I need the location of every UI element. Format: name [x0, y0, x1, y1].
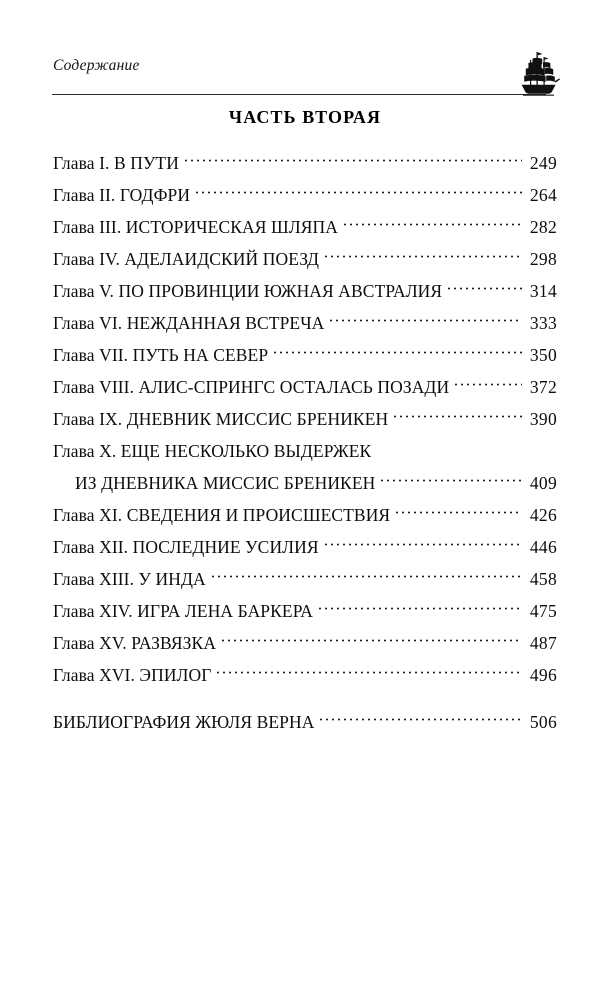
toc-entry-page: 264 — [529, 185, 557, 205]
page-header — [0, 0, 610, 100]
toc-entry-title: Глава VI. НЕЖДАННАЯ ВСТРЕЧА — [53, 313, 325, 333]
toc-entry[interactable] — [53, 627, 557, 659]
toc-dot-leader — [392, 408, 522, 426]
toc-entry[interactable] — [53, 243, 557, 275]
toc-entry[interactable] — [53, 531, 557, 563]
toc-entry[interactable] — [53, 499, 557, 531]
toc-dot-leader — [394, 504, 522, 522]
toc-dot-leader — [210, 568, 522, 586]
header-rule — [52, 94, 546, 95]
toc-entry-title: Глава III. ИСТОРИЧЕСКАЯ ШЛЯПА — [53, 217, 338, 237]
toc-dot-leader — [328, 312, 522, 330]
toc-dot-leader — [183, 152, 522, 170]
toc-entry[interactable] — [53, 275, 557, 307]
toc-entry-title: Глава XIII. У ИНДА — [53, 569, 206, 589]
toc-entry-title: Глава XIV. ИГРА ЛЕНА БАРКЕРА — [53, 601, 314, 621]
toc-entry-title: Глава I. В ПУТИ — [53, 153, 179, 173]
toc-entry[interactable] — [53, 467, 557, 499]
toc-dot-leader — [323, 248, 522, 266]
toc-entry[interactable] — [53, 435, 557, 467]
toc-entry-page: 282 — [529, 217, 557, 237]
toc-entry-title: Глава XVI. ЭПИЛОГ — [53, 665, 212, 685]
toc-entry[interactable] — [53, 339, 557, 371]
toc-entry-page: 314 — [529, 281, 557, 301]
toc-entry-title: БИБЛИОГРАФИЯ ЖЮЛЯ ВЕРНА — [53, 712, 315, 732]
toc-entry-page: 506 — [529, 712, 557, 732]
toc-entry-page: 475 — [529, 601, 557, 621]
toc-entry[interactable] — [53, 595, 557, 627]
running-head: Содержание — [53, 57, 140, 74]
toc-entry-title: Глава II. ГОДФРИ — [53, 185, 191, 205]
toc-entry-title: Глава IX. ДНЕВНИК МИССИС БРЕНИКЕН — [53, 409, 389, 429]
sailing-ship-icon — [516, 48, 560, 96]
toc-dot-leader — [446, 280, 522, 298]
toc-entry-page: 298 — [529, 249, 557, 269]
toc-entry[interactable] — [53, 147, 557, 179]
part-title: ЧАСТЬ ВТОРАЯ — [228, 107, 382, 127]
toc-entry-page: 350 — [529, 345, 557, 365]
toc-entry[interactable] — [53, 371, 557, 403]
toc-entry-title: Глава VIII. АЛИС-СПРИНГС ОСТАЛАСЬ ПОЗАДИ — [53, 377, 450, 397]
toc-dot-leader — [342, 216, 522, 234]
toc-dot-leader — [375, 440, 522, 458]
toc-entry-title: Глава V. ПО ПРОВИНЦИИ ЮЖНАЯ АВСТРАЛИЯ — [53, 281, 443, 301]
toc-entry-title: Глава XV. РАЗВЯЗКА — [53, 633, 217, 653]
toc-entry[interactable] — [53, 307, 557, 339]
toc-dot-leader — [318, 711, 522, 729]
toc-entry-title: Глава IV. АДЕЛАИДСКИЙ ПОЕЗД — [53, 249, 320, 269]
toc-dot-leader — [379, 472, 522, 490]
toc-entry[interactable] — [53, 706, 557, 738]
toc-entry-page: 409 — [529, 473, 557, 493]
toc-entry[interactable] — [53, 179, 557, 211]
toc-entry-page: 446 — [529, 537, 557, 557]
toc-entry-title: Глава X. ЕЩЕ НЕСКОЛЬКО ВЫДЕРЖЕК — [53, 441, 372, 461]
toc-dot-leader — [215, 664, 522, 682]
toc-dot-leader — [317, 600, 522, 618]
toc-dot-leader — [323, 536, 522, 554]
toc-entry-page: 458 — [529, 569, 557, 589]
toc-entry-page: 390 — [529, 409, 557, 429]
toc-dot-leader — [220, 632, 522, 650]
toc-entry[interactable] — [53, 403, 557, 435]
toc-entry-title: Глава VII. ПУТЬ НА СЕВЕР — [53, 345, 269, 365]
toc-entry-title: ИЗ ДНЕВНИКА МИССИС БРЕНИКЕН — [75, 473, 376, 493]
toc-entry-title: Глава XI. СВЕДЕНИЯ И ПРОИСШЕСТВИЯ — [53, 505, 391, 525]
toc-entry-title: Глава XII. ПОСЛЕДНИЕ УСИЛИЯ — [53, 537, 319, 557]
toc-entry[interactable] — [53, 211, 557, 243]
toc-entry-page: 333 — [529, 313, 557, 333]
toc-entry-page: 372 — [529, 377, 557, 397]
toc-dot-leader — [453, 376, 522, 394]
toc-dot-leader — [194, 184, 522, 202]
toc-entry-page: 426 — [529, 505, 557, 525]
toc-entry-page: 487 — [529, 633, 557, 653]
toc-entry[interactable] — [53, 563, 557, 595]
toc-dot-leader — [272, 344, 522, 362]
toc-entry-page: 249 — [529, 153, 557, 173]
toc-entry[interactable] — [53, 659, 557, 691]
contents-list — [53, 147, 557, 738]
toc-entry-page: 496 — [529, 665, 557, 685]
